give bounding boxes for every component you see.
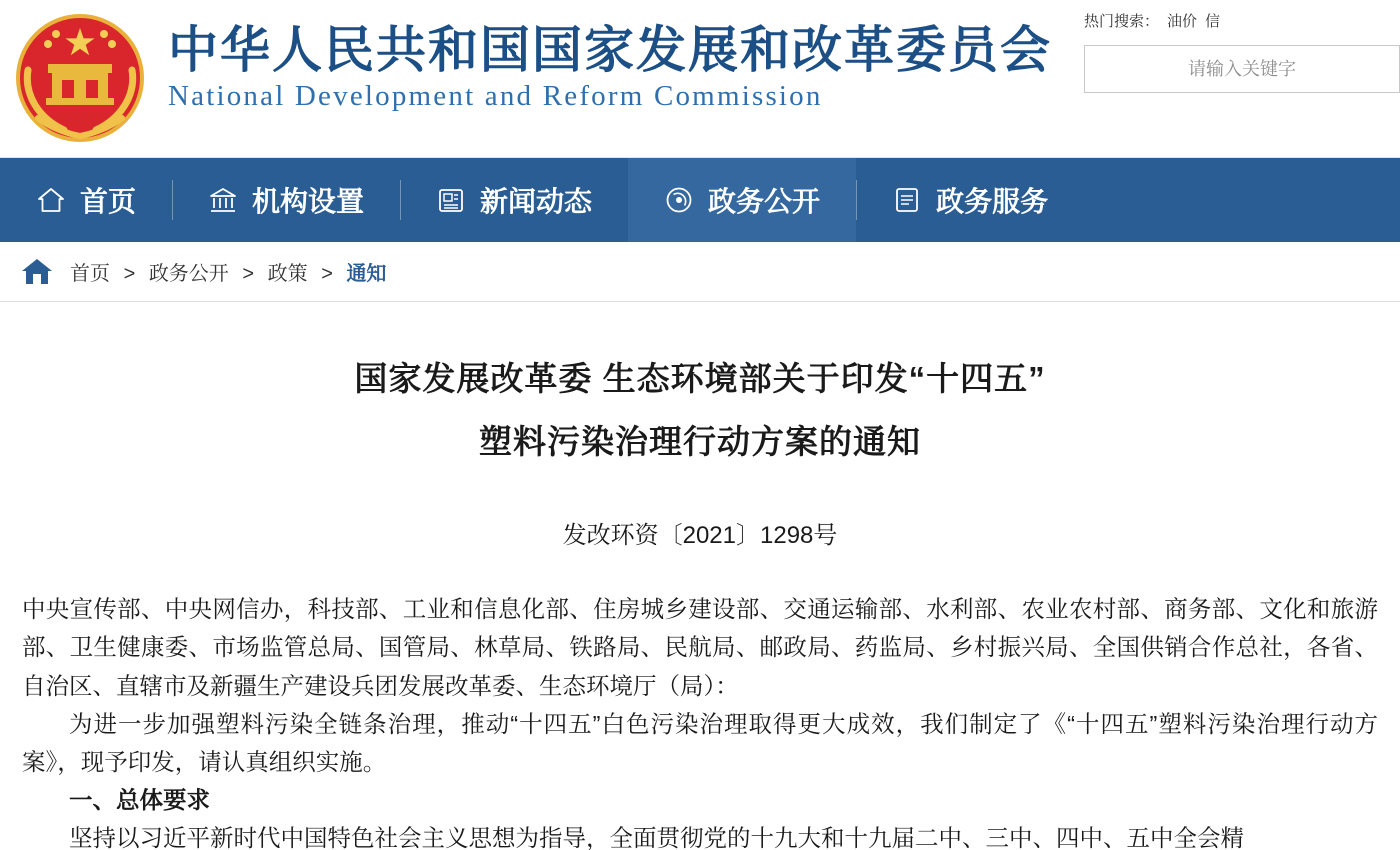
breadcrumb-current: 通知 (346, 263, 387, 285)
breadcrumb-separator-0: > (123, 263, 136, 285)
hot-search-item-0[interactable]: 油价 (1167, 13, 1198, 30)
document-title (210, 348, 1190, 473)
nav-item-government-services[interactable] (856, 158, 1084, 242)
breadcrumb-item-1[interactable]: 政务公开 (148, 263, 229, 285)
breadcrumb-separator-1: > (242, 263, 255, 285)
nav-item-home[interactable] (0, 158, 172, 242)
broadcast-icon (664, 185, 694, 215)
china-national-emblem-icon (8, 8, 153, 148)
search-box[interactable] (1084, 45, 1400, 93)
breadcrumb-separator-2: > (321, 263, 333, 285)
breadcrumb (0, 242, 1400, 302)
nav-item-organization[interactable] (172, 158, 400, 242)
nav-label-government-services: 政务服务 (936, 186, 1049, 217)
body-paragraph-1: 为进一步加强塑料污染全链条治理，推动“十四五”白色污染治理取得更大成效，我们制定了《“十四五”塑料污染治理行动方案》，现予印发，请认真组织实施。 (22, 710, 1378, 775)
hot-search-item-1[interactable]: 信 (1205, 13, 1221, 30)
news-icon (436, 185, 466, 215)
site-title-block (168, 22, 1052, 113)
document-title-line-2: 塑料污染治理行动方案的通知 (479, 422, 921, 460)
document-title-line-1: 国家发展改革委 生态环境部关于印发“十四五” (354, 360, 1046, 397)
home-icon (36, 185, 66, 215)
site-header (0, 0, 1400, 158)
section-paragraph-1: 坚持以习近平新时代中国特色社会主义思想为指导，全面贯彻党的十九大和十九届二中、三中、四中、五中全会精 (69, 824, 1244, 850)
site-title-chinese: 中华人民共和国国家发展和改革委员会 (168, 22, 1052, 78)
breadcrumb-item-0[interactable]: 首页 (70, 263, 110, 285)
site-title-english: National Development and Reform Commission (168, 80, 823, 112)
home-solid-icon[interactable] (20, 256, 54, 288)
breadcrumb-text (70, 257, 386, 286)
bank-icon (208, 185, 238, 215)
hot-search-label: 热门搜索： (1084, 13, 1160, 30)
article-container (0, 302, 1400, 850)
hot-search-row (1070, 10, 1400, 31)
nav-label-government-affairs: 政务公开 (708, 186, 821, 217)
search-area (1070, 0, 1400, 93)
nav-label-home: 首页 (80, 186, 137, 217)
nav-label-news: 新闻动态 (480, 186, 593, 217)
document-number: 发改环资〔2021〕1298号 (562, 522, 838, 550)
nav-item-government-affairs[interactable] (628, 158, 856, 242)
breadcrumb-item-2[interactable]: 政策 (267, 263, 308, 285)
search-input[interactable] (1085, 46, 1399, 92)
nav-label-organization: 机构设置 (252, 186, 365, 217)
section-heading-1: 一、总体要求 (69, 786, 210, 813)
main-navigation (0, 158, 1400, 242)
document-icon (892, 185, 922, 215)
document-body (22, 590, 1378, 850)
nav-item-news[interactable] (400, 158, 628, 242)
recipients-paragraph: 中央宣传部、中央网信办，科技部、工业和信息化部、住房城乡建设部、交通运输部、水利部、农业农村部、商务部、文化和旅游部、卫生健康委、市场监管总局、国管局、林草局、铁路局、民航局、邮政局、药监局、乡村振兴局、全国供销合作总社，各省、自治区、直辖市及新疆生产建设兵团发展改革委、生态环境厅（局）： (22, 596, 1378, 699)
